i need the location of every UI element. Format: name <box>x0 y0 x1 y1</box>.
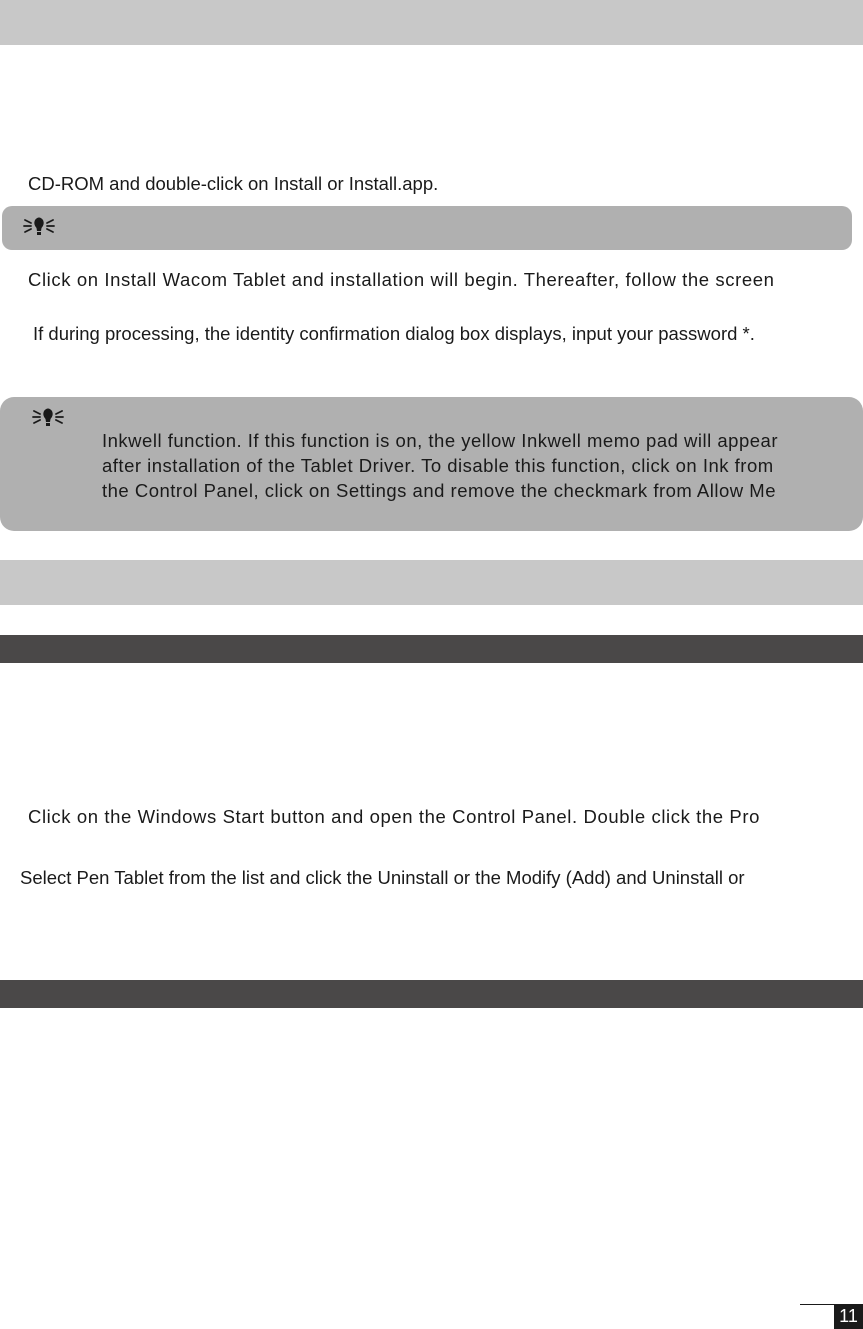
inkwell-tip-line: the Control Panel, click on Settings and remove the checkmark from Allow Me <box>102 480 776 501</box>
section-header-band <box>0 0 863 45</box>
lightbulb-icon <box>32 406 64 430</box>
inkwell-tip-box <box>0 397 863 531</box>
note-bar <box>2 206 852 250</box>
inkwell-tip-line: after installation of the Tablet Driver. To disable this function, click on Ink from <box>102 455 774 476</box>
inkwell-tip-line: Inkwell function. If this function is on, the yellow Inkwell memo pad will appear <box>102 430 778 451</box>
page-number: 11 <box>834 1304 863 1329</box>
section-title-bar <box>0 980 863 1008</box>
instruction-windows-start: Click on the Windows Start button and open the Control Panel. Double click the Pro <box>28 806 761 827</box>
section-header-band <box>0 560 863 605</box>
instruction-select-pen-tablet: Select Pen Tablet from the list and click the Uninstall or the Modify (Add) and Uninstall or <box>20 867 745 888</box>
lightbulb-icon <box>23 215 55 239</box>
page-number-rule <box>800 1304 834 1305</box>
instruction-click-install: Click on Install Wacom Tablet and installation will begin. Thereafter, follow the screen <box>28 269 775 290</box>
instruction-password: If during processing, the identity confirmation dialog box displays, input your password *. <box>33 323 755 344</box>
instruction-cd-rom: CD-ROM and double-click on Install or Install.app. <box>28 173 439 194</box>
section-title-bar <box>0 635 863 663</box>
